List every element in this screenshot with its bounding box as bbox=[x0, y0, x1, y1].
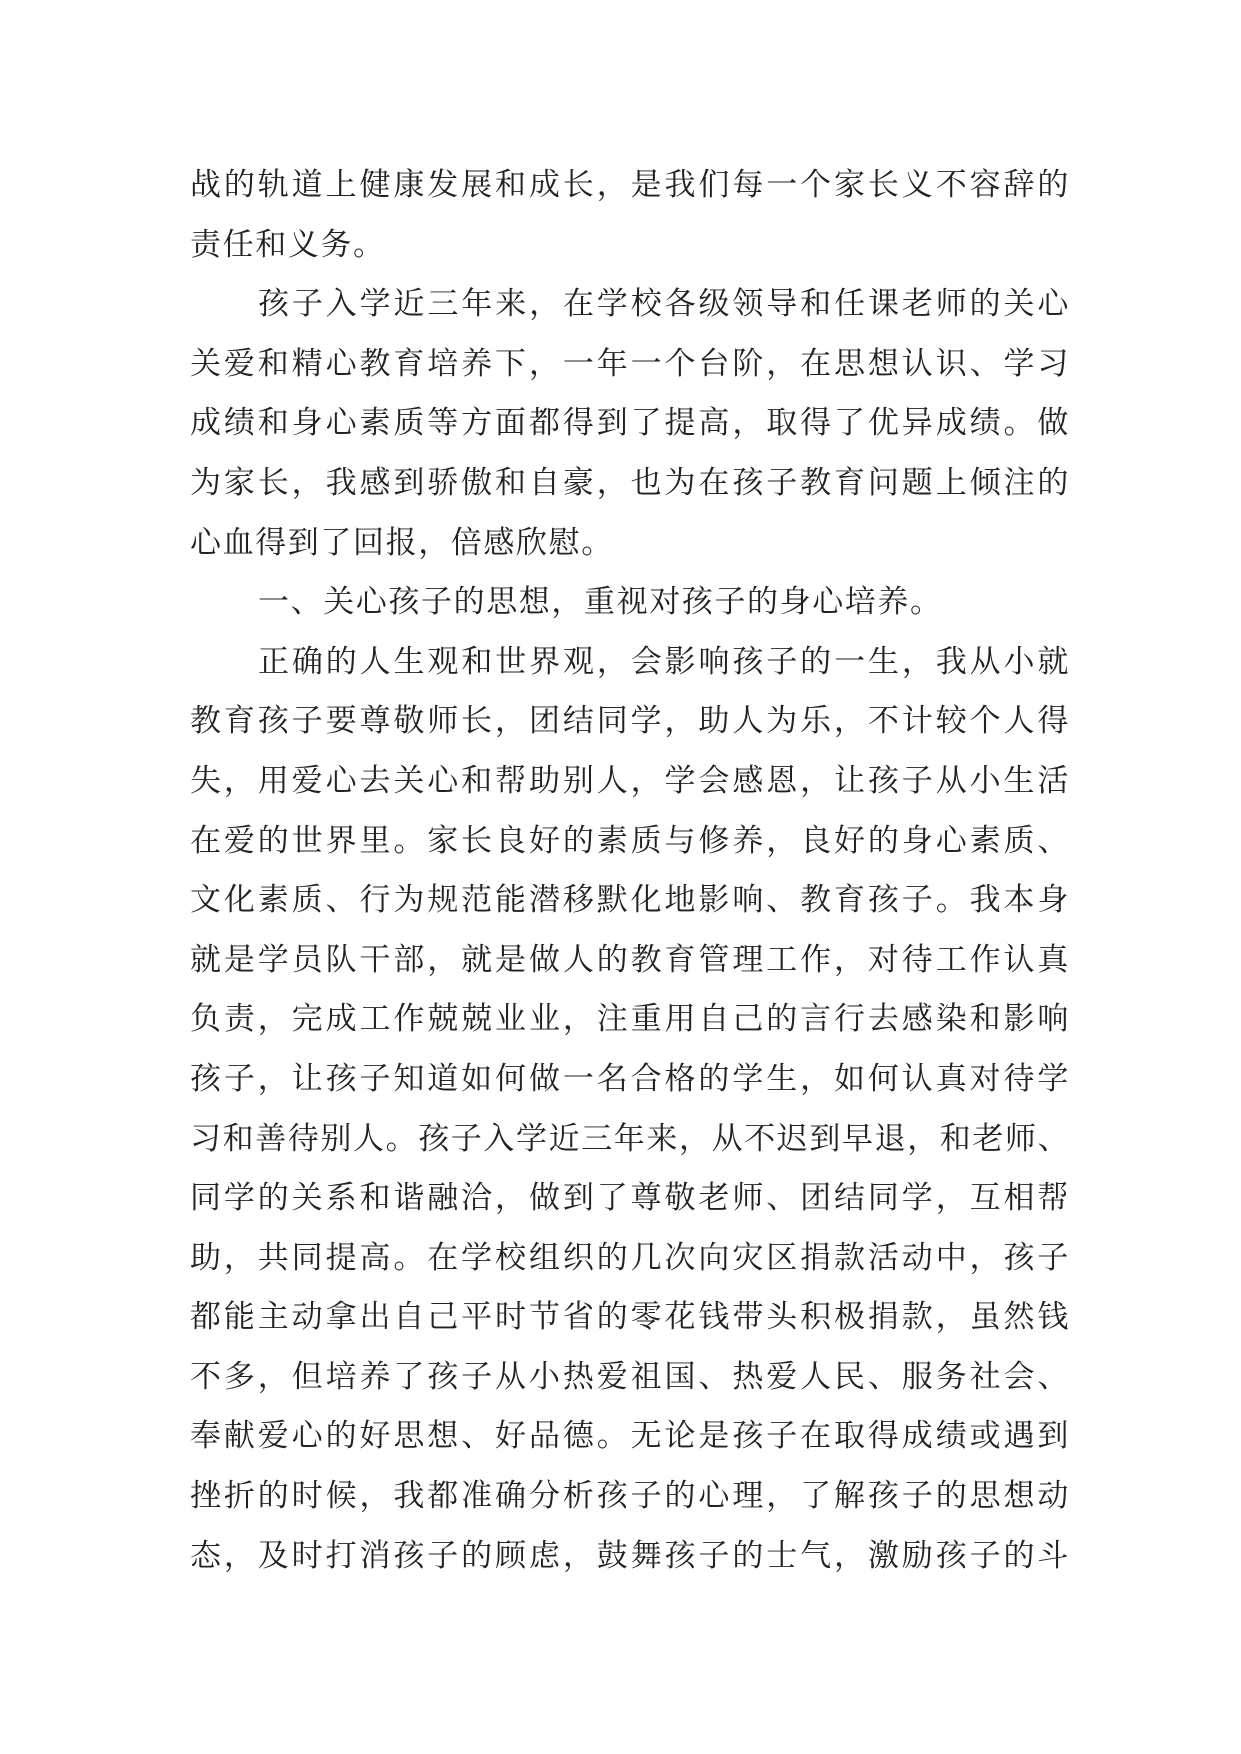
text-line: 态，及时打消孩子的顾虑，鼓舞孩子的士气，激励孩子的斗 bbox=[190, 1537, 1070, 1574]
text-line: 都能主动拿出自己平时节省的零花钱带头积极捐款，虽然钱 bbox=[190, 1299, 1070, 1336]
text-line: 孩子入学近三年来，在学校各级领导和任课老师的关心 bbox=[258, 286, 1070, 323]
text-line: 不多，但培养了孩子从小热爱祖国、热爱人民、服务社会、 bbox=[190, 1358, 1070, 1395]
text-line: 成绩和身心素质等方面都得到了提高，取得了优异成绩。做 bbox=[190, 405, 1070, 442]
text-line: 就是学员队干部，就是做人的教育管理工作，对待工作认真 bbox=[190, 941, 1070, 978]
text-line: 在爱的世界里。家长良好的素质与修养，良好的身心素质、 bbox=[190, 822, 1070, 859]
text-line: 失，用爱心去关心和帮助别人，学会感恩，让孩子从小生活 bbox=[190, 762, 1070, 799]
text-line: 战的轨道上健康发展和成长，是我们每一个家长义不容辞的 bbox=[190, 167, 1070, 203]
text-line: 孩子，让孩子知道如何做一名合格的学生，如何认真对待学 bbox=[190, 1060, 1070, 1097]
text-line: 心血得到了回报，倍感欣慰。 bbox=[190, 524, 614, 561]
text-line: 一、关心孩子的思想，重视对孩子的身心培养。 bbox=[258, 584, 943, 621]
text-line: 同学的关系和谐融洽，做到了尊敬老师、团结同学，互相帮 bbox=[190, 1180, 1070, 1217]
text-line: 教育孩子要尊敬师长，团结同学，助人为乐，不计较个人得 bbox=[190, 703, 1070, 740]
text-line: 挫折的时候，我都准确分析孩子的心理，了解孩子的思想动 bbox=[190, 1478, 1070, 1515]
text-line: 奉献爱心的好思想、好品德。无论是孩子在取得成绩或遇到 bbox=[190, 1418, 1070, 1455]
text-line: 文化素质、行为规范能潜移默化地影响、教育孩子。我本身 bbox=[190, 882, 1070, 919]
document-body bbox=[190, 156, 1070, 1586]
text-line: 关爱和精心教育培养下，一年一个台阶，在思想认识、学习 bbox=[190, 345, 1070, 382]
text-line: 助，共同提高。在学校组织的几次向灾区捐款活动中，孩子 bbox=[190, 1239, 1070, 1276]
text-line: 为家长，我感到骄傲和自豪，也为在孩子教育问题上倾注的 bbox=[190, 464, 1070, 501]
text-line: 责任和义务。 bbox=[190, 226, 386, 263]
text-line: 正确的人生观和世界观，会影响孩子的一生，我从小就 bbox=[258, 643, 1070, 680]
text-line: 负责，完成工作兢兢业业，注重用自己的言行去感染和影响 bbox=[190, 1001, 1070, 1038]
text-line: 习和善待别人。孩子入学近三年来，从不迟到早退，和老师、 bbox=[190, 1120, 1071, 1157]
